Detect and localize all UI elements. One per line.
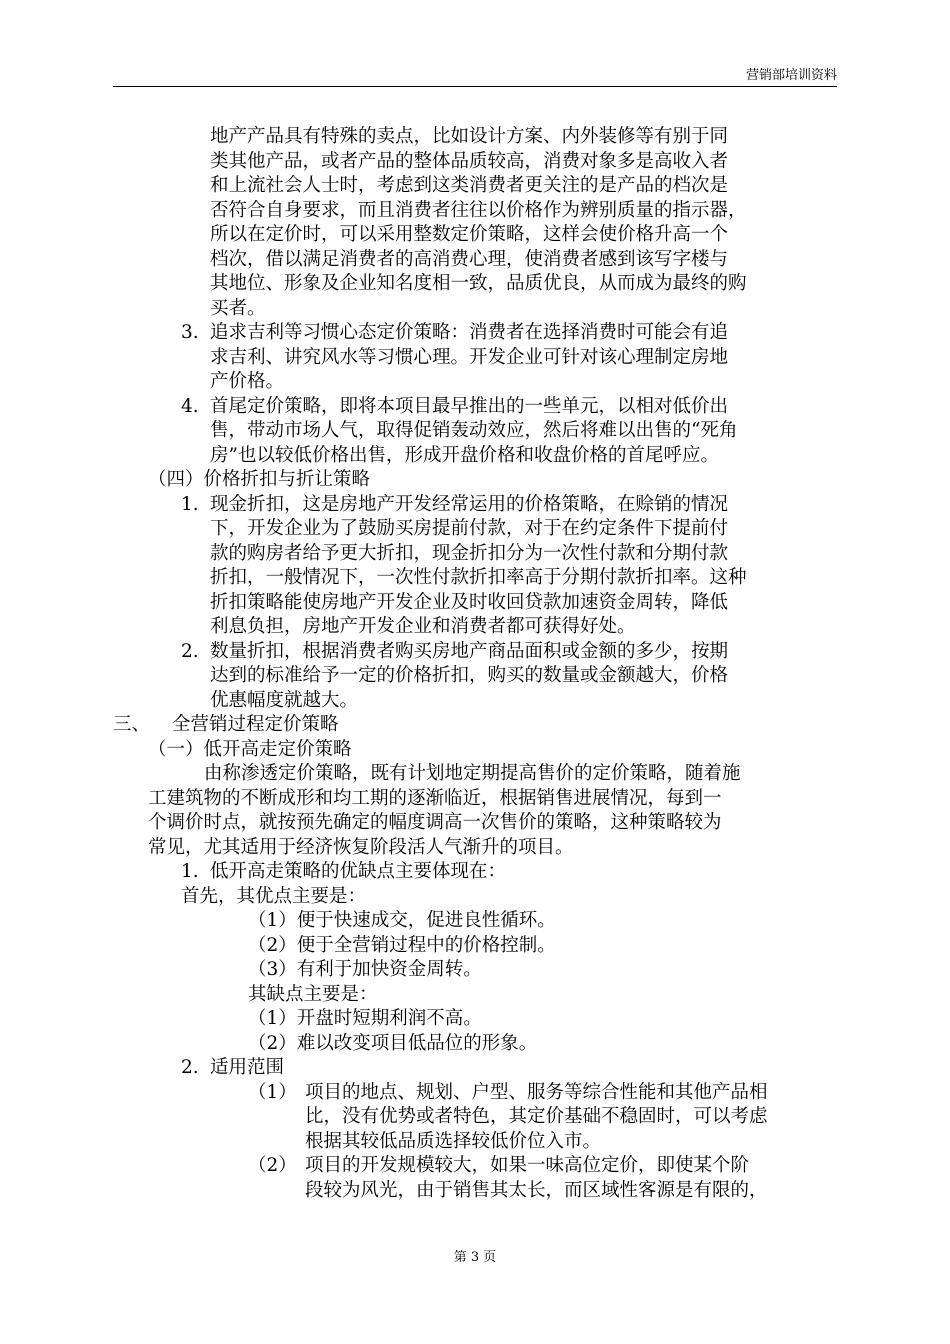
text-line: 达到的标准给予一定的价格折扣，购买的数量或金额越大，价格 — [210, 665, 729, 686]
text-line: 其缺点主要是： — [248, 983, 378, 1005]
list-number: 4. — [181, 395, 199, 417]
text-line: （1）开盘时短期利润不高。 — [248, 1008, 482, 1029]
text-line: 个调价时点，就按预先确定的幅度调高一次售价的策略，这种策略较为 — [148, 812, 722, 833]
text-line: 工建筑物的不断成形和均工期的逐渐临近，根据销售进展情况，每到一 — [148, 787, 722, 809]
text-line: 数量折扣，根据消费者购买房地产商品面积或金额的多少，按期 — [210, 640, 729, 662]
text-line: 适用范围 — [210, 1057, 285, 1078]
text-line: 项目的开发规模较大，如果一味高位定价，即使某个阶 — [305, 1155, 750, 1176]
text-line: 下，开发企业为了鼓励买房提前付款，对于在约定条件下提前付 — [210, 518, 729, 539]
text-line: （3）有利于加快资金周转。 — [248, 959, 482, 980]
text-line: 根据其较低品质选择较低价位入市。 — [305, 1130, 602, 1152]
list-number: 1. — [181, 861, 199, 882]
text-line: 折扣策略能使房地产开发企业及时收回贷款加速资金周转，降低 — [210, 591, 729, 613]
text-line: 首先，其优点主要是： — [181, 885, 367, 907]
text-line: 利息负担，房地产开发企业和消费者都可获得好处。 — [210, 616, 636, 637]
text-line: 优惠幅度就越大。 — [210, 689, 359, 711]
text-line: 项目的地点、规划、户型、服务等综合性能和其他产品相 — [305, 1081, 768, 1103]
text-line: （2）难以改变项目低品位的形象。 — [248, 1032, 538, 1054]
list-number: （1） — [248, 1081, 297, 1103]
text-line: 类其他产品，或者产品的整体品质较高，消费对象多是高收入者 — [210, 150, 729, 172]
text-line: 追求吉利等习惯心态定价策略：消费者在选择消费时可能会有追 — [210, 322, 729, 343]
text-line: 段较为风光，由于销售其太长，而区域性客源是有限的， — [305, 1179, 768, 1201]
text-line: 首尾定价策略，即将本项目最早推出的一些单元，以相对低价出 — [210, 395, 729, 417]
text-line: 和上流社会人士时，考虑到这类消费者更关注的是产品的档次是 — [210, 175, 729, 196]
page-number: 第 3 页 — [453, 1250, 497, 1265]
text-line: 买者。 — [210, 297, 266, 319]
list-number: 2. — [181, 1057, 199, 1078]
text-line: （一）低开高走定价策略 — [148, 738, 352, 760]
text-line: 地产产品具有特殊的卖点，比如设计方案、内外装修等有别于同 — [210, 126, 729, 147]
text-line: 低开高走策略的优缺点主要体现在： — [210, 861, 507, 882]
text-line: 由称渗透定价策略，既有计划地定期提高售价的定价策略，随着施 — [204, 763, 741, 784]
list-number: 2. — [181, 640, 199, 662]
header-title: 营销部培训资料 — [745, 68, 837, 83]
page-header — [113, 62, 837, 87]
text-line: （四）价格折扣与折让策略 — [148, 469, 371, 490]
text-line: （2）便于全营销过程中的价格控制。 — [248, 934, 556, 956]
text-line: 全营销过程定价策略 — [172, 714, 339, 735]
text-line: 房”也以较低价格出售，形成开盘价格和收盘价格的首尾呼应。 — [210, 444, 719, 466]
text-line: 其地位、形象及企业知名度相一致，品质优良，从而成为最终的购 — [210, 273, 747, 294]
text-line: 售，带动市场人气，取得促销轰动效应，然后将难以出售的“死角 — [210, 420, 738, 441]
text-line: 常见，尤其适用于经济恢复阶段活人气渐升的项目。 — [148, 836, 574, 858]
list-number: 1. — [181, 493, 199, 515]
text-line: 所以在定价时，可以采用整数定价策略，这样会使价格升高一个 — [210, 224, 729, 245]
list-number: 三、 — [113, 714, 151, 735]
list-number: 3. — [181, 322, 199, 343]
text-line: 现金折扣，这是房地产开发经常运用的价格策略，在赊销的情况 — [210, 493, 729, 515]
text-line: 产价格。 — [210, 371, 285, 392]
text-line: 折扣，一般情况下，一次性付款折扣率高于分期付款折扣率。这种 — [210, 567, 747, 588]
text-line: （1）便于快速成交，促进良性循环。 — [248, 910, 556, 931]
text-line: 款的购房者给予更大折扣，现金折扣分为一次性付款和分期付款 — [210, 542, 729, 564]
list-number: （2） — [248, 1155, 297, 1176]
text-line: 比，没有优势或者特色，其定价基础不稳固时，可以考虑 — [305, 1106, 768, 1127]
text-line: 求吉利、讲究风水等习惯心理。开发企业可针对该心理制定房地 — [210, 346, 729, 368]
text-line: 否符合自身要求，而且消费者往往以价格作为辨别质量的指示器， — [210, 199, 747, 221]
text-line: 档次，借以满足消费者的高消费心理，使消费者感到该写字楼与 — [210, 248, 729, 270]
